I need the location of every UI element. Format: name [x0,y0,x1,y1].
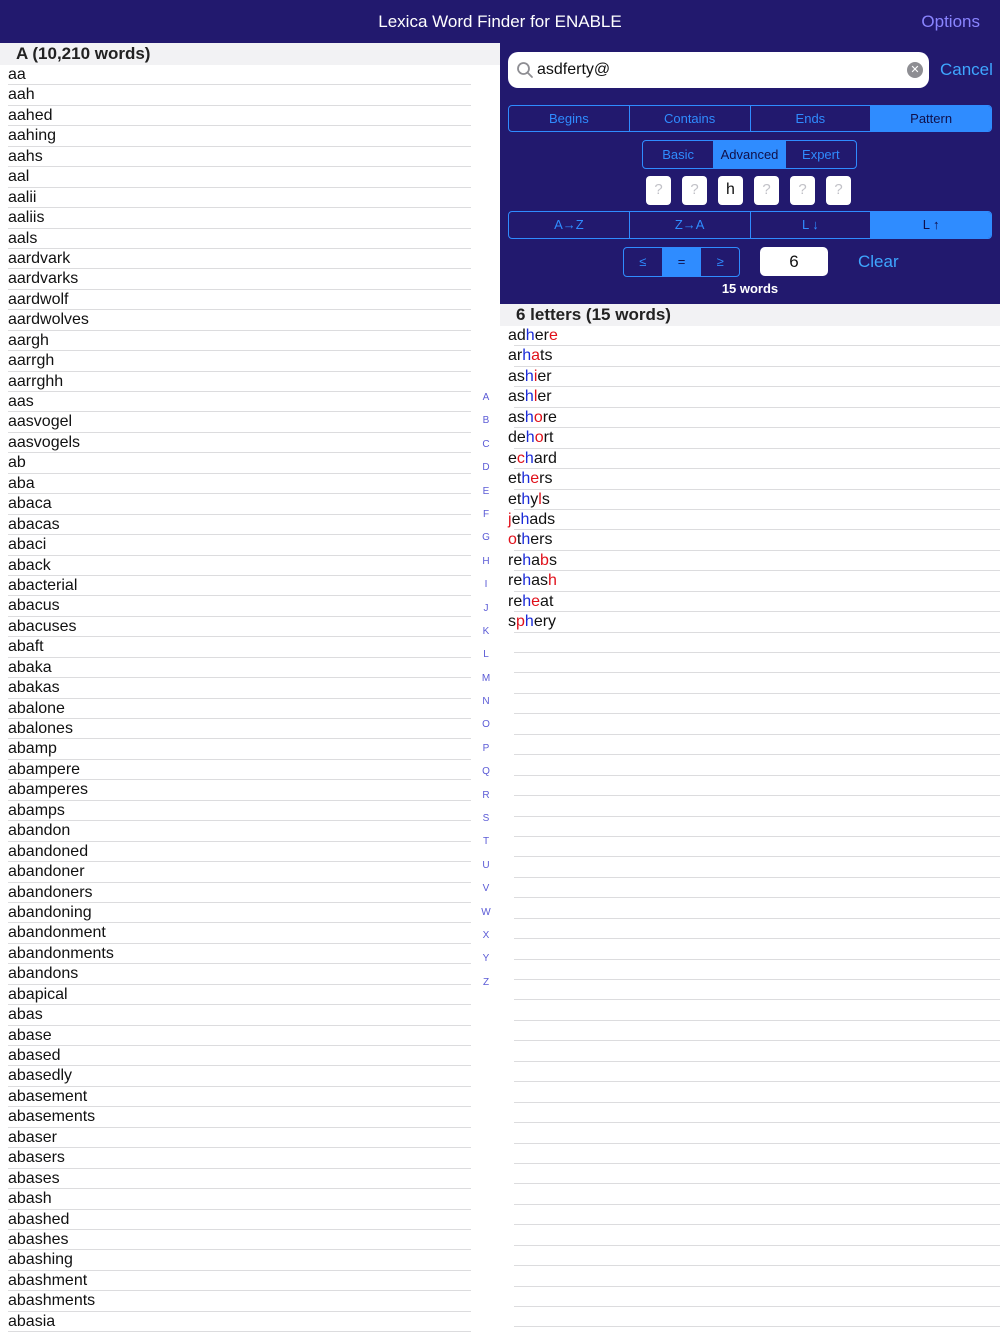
index-letter-z[interactable]: Z [482,976,490,988]
word-list-item[interactable]: abacuses [0,617,500,637]
result-item[interactable] [500,428,1000,448]
result-item[interactable] [500,571,1000,591]
result-letters: h [524,613,534,631]
index-letter-u[interactable]: U [482,859,490,871]
word-list-section-header: A (10,210 words) [0,43,500,65]
result-letters: re [508,592,523,610]
result-letters: et [508,490,522,508]
pattern-level-segment-1[interactable]: Basic [662,147,695,162]
word-list-item[interactable]: abacterial [0,576,500,596]
pattern-tile-4[interactable]: ? [754,176,779,205]
empty-result-row [500,796,1000,816]
result-letters: e [530,470,540,488]
word-list-item[interactable]: abacas [0,515,500,535]
word-list-item[interactable]: abashes [0,1230,500,1250]
word-list-item[interactable]: aaliis [0,208,500,228]
options-button[interactable]: Options [921,12,980,31]
empty-result-row [500,1225,1000,1245]
pattern-tile-2[interactable]: ? [682,176,707,205]
empty-result-row [500,1103,1000,1123]
empty-result-row [500,1164,1000,1184]
index-letter-x[interactable]: X [482,929,490,941]
results-pane[interactable] [500,304,1000,1334]
result-item[interactable] [500,551,1000,571]
result-letters: h [524,388,534,406]
result-letters: e [508,449,517,467]
empty-result-row [500,878,1000,898]
result-letters: i [533,367,538,385]
index-letter-w[interactable]: W [481,906,491,918]
word-list-item[interactable]: abacus [0,596,500,616]
result-letters: a [531,347,541,365]
index-letter-m[interactable]: M [481,672,491,684]
result-letters: ard [533,449,557,467]
result-letters: h [525,327,535,344]
empty-result-row [500,1041,1000,1061]
index-letter-p[interactable]: P [482,742,490,754]
empty-result-row [500,1000,1000,1020]
result-item[interactable] [500,510,1000,530]
result-letters: ery [533,613,557,631]
search-mode-segment-3[interactable]: Ends [750,106,871,131]
word-list-item[interactable]: aba [0,474,500,494]
result-item[interactable] [500,449,1000,469]
result-letters: as [531,572,549,590]
result-letters: ers [530,531,553,549]
length-compare-control [623,247,740,277]
result-letters: h [522,592,532,610]
index-letter-l[interactable]: L [483,649,489,661]
empty-result-row [500,776,1000,796]
search-input[interactable] [537,52,897,88]
result-letters: s [548,551,557,569]
word-list-item[interactable]: abandon [0,821,500,841]
result-item[interactable] [500,490,1000,510]
word-list-item[interactable]: abas [0,1005,500,1025]
length-compare-segment-3[interactable]: ≥ [700,248,739,276]
result-item[interactable] [500,530,1000,550]
result-item[interactable] [500,469,1000,489]
pattern-tiles [646,176,858,205]
empty-result-row [500,1307,1000,1327]
result-letters: p [516,613,525,631]
result-letters: ar [508,347,523,365]
empty-result-row [500,1184,1000,1204]
word-list-item[interactable]: abashments [0,1291,500,1311]
index-letter-s[interactable]: S [482,813,490,825]
word-list-item[interactable]: abasements [0,1107,500,1127]
word-list-pane[interactable] [0,43,500,1334]
index-letter-o[interactable]: O [482,719,490,731]
length-compare-segment-1[interactable]: ≤ [639,254,647,269]
result-letters: t [516,531,522,549]
pattern-level-segment-3[interactable]: Expert [785,141,856,168]
pattern-tile-6[interactable]: ? [826,176,851,205]
result-letters: re [542,408,557,426]
result-letters: y [530,490,539,508]
index-letter-j[interactable]: J [483,602,489,614]
word-list-item[interactable]: abamp [0,739,500,759]
word-list-item[interactable]: abaca [0,494,500,514]
word-list-item[interactable]: aasvogels [0,433,500,453]
index-letter-t[interactable]: T [482,836,490,848]
index-letter-g[interactable]: G [482,532,490,544]
index-letter-f[interactable]: F [482,508,490,520]
empty-result-row [500,1246,1000,1266]
word-list-item[interactable]: abamperes [0,780,500,800]
word-list-item[interactable]: aarrgh [0,351,500,371]
word-list-item[interactable]: abasia [0,1312,500,1332]
word-list-item[interactable]: abashed [0,1210,500,1230]
result-letters: h [548,572,557,590]
index-letter-d[interactable]: D [482,462,490,474]
word-list-item[interactable]: abash [0,1189,500,1209]
word-list-item[interactable]: abandoners [0,883,500,903]
word-list-item[interactable]: ab [0,453,500,473]
result-letters: re [508,551,523,569]
empty-result-row [500,898,1000,918]
search-box[interactable] [508,52,929,88]
clear-search-icon[interactable]: ✕ [907,62,923,78]
empty-result-row [500,735,1000,755]
result-item[interactable] [500,387,1000,407]
word-list-item[interactable]: abasedly [0,1066,500,1086]
index-letter-q[interactable]: Q [482,766,490,778]
pattern-level-segment-2[interactable]: Advanced [713,141,784,168]
word-list-item[interactable]: abased [0,1046,500,1066]
result-letters: ts [540,347,553,365]
index-letter-h[interactable]: H [482,555,490,567]
word-list-item[interactable]: abaka [0,658,500,678]
sort-order-segment-2[interactable]: Z→A [629,212,750,238]
result-letters: h [521,490,531,508]
result-letters: e [531,592,541,610]
pattern-tile-1[interactable]: ? [646,176,671,205]
result-letters: h [522,347,532,365]
empty-result-row [500,1287,1000,1307]
result-item[interactable] [500,367,1000,387]
word-list-item[interactable]: aahs [0,147,500,167]
word-list-item[interactable]: aasvogel [0,412,500,432]
word-list-item[interactable]: aah [0,85,500,105]
search-mode-segment-2[interactable]: Contains [629,106,750,131]
word-list-item[interactable]: abandoned [0,842,500,862]
cancel-button[interactable]: Cancel [940,60,993,79]
search-mode-segment-4[interactable]: Pattern [870,106,991,131]
search-panel [500,43,1000,304]
empty-result-row [500,755,1000,775]
word-list-item[interactable]: abandoner [0,862,500,882]
empty-result-row [500,837,1000,857]
result-letters: h [525,429,535,447]
index-letter-y[interactable]: Y [482,953,490,965]
word-list-item[interactable]: abasement [0,1087,500,1107]
sort-order-segment-1[interactable]: A→Z [554,217,584,232]
word-list-item[interactable]: abandonments [0,944,500,964]
result-letters: b [540,551,549,569]
word-list-item[interactable]: abaci [0,535,500,555]
empty-result-row [500,1144,1000,1164]
result-item[interactable] [500,326,1000,346]
result-letters: s [508,613,516,631]
result-list[interactable] [500,326,1000,1327]
sort-order-segment-4[interactable]: L ↑ [870,212,991,238]
word-list-item[interactable]: abase [0,1026,500,1046]
result-letters: e [511,510,521,528]
search-mode-control [508,105,992,132]
word-list-item[interactable]: abamps [0,801,500,821]
result-letters: h [521,531,531,549]
word-list-item[interactable]: aas [0,392,500,412]
navigation-bar [0,0,1000,43]
empty-result-row [500,1062,1000,1082]
empty-result-row [500,817,1000,837]
word-list-item[interactable]: abapical [0,985,500,1005]
result-letters: l [533,388,538,406]
index-letter-k[interactable]: K [482,625,490,637]
word-list-item[interactable]: abalone [0,699,500,719]
sort-order-segment-3[interactable]: L ↓ [750,212,871,238]
result-letters: ads [529,510,556,528]
result-letters: h [524,449,534,467]
index-letter-r[interactable]: R [482,789,490,801]
result-letters: rt [543,429,554,447]
result-item[interactable] [500,346,1000,366]
index-letter-i[interactable]: I [484,579,488,591]
index-letter-c[interactable]: C [482,438,490,450]
result-letters: as [508,388,525,406]
result-item[interactable] [500,612,1000,632]
length-field[interactable]: 6 [760,247,828,276]
result-letters: a [531,551,541,569]
index-letter-b[interactable]: B [482,415,490,427]
result-letters: o [533,408,543,426]
index-letter-e[interactable]: E [482,485,490,497]
word-list-item[interactable]: aa [0,65,500,85]
result-item[interactable] [500,592,1000,612]
clear-button[interactable]: Clear [858,252,899,271]
word-count-label: 15 words [721,281,779,296]
result-letters: h [524,367,534,385]
result-letters: er [537,388,552,406]
word-list-item[interactable]: abandoning [0,903,500,923]
empty-result-row [500,694,1000,714]
result-letters: s [541,490,550,508]
result-letters: rs [539,470,553,488]
word-list-item[interactable]: abaft [0,637,500,657]
pattern-tile-3[interactable]: h [718,176,743,205]
result-letters: et [508,470,522,488]
result-letters: as [508,408,525,426]
empty-result-row [500,1205,1000,1225]
word-list-item[interactable]: abaser [0,1128,500,1148]
result-letters: c [516,449,525,467]
result-letters: h [522,551,532,569]
search-mode-segment-1[interactable]: Begins [549,111,589,126]
result-item[interactable] [500,408,1000,428]
word-list-item[interactable]: aahing [0,126,500,146]
empty-result-row [500,857,1000,877]
app-title: Lexica Word Finder for ENABLE [378,12,622,31]
word-list-item[interactable]: aardwolf [0,290,500,310]
word-list-item[interactable]: abakas [0,678,500,698]
empty-result-row [500,1021,1000,1041]
empty-result-row [500,980,1000,1000]
result-letters: re [508,572,523,590]
word-list-item[interactable]: abashment [0,1271,500,1291]
empty-result-row [500,960,1000,980]
word-list-item[interactable]: abandonment [0,923,500,943]
word-list-item[interactable]: aals [0,229,500,249]
result-letters: j [508,510,512,528]
word-list-item[interactable]: aargh [0,331,500,351]
empty-result-row [500,714,1000,734]
empty-result-row [500,919,1000,939]
empty-result-row [500,1266,1000,1286]
word-list-item[interactable]: aalii [0,188,500,208]
pattern-level-control [642,140,857,169]
result-letters: h [521,470,531,488]
word-list-item[interactable]: aardwolves [0,310,500,330]
result-letters: l [538,490,542,508]
word-list-item[interactable]: aahed [0,106,500,126]
empty-result-row [500,653,1000,673]
word-list-item[interactable]: abandons [0,964,500,984]
index-letter-v[interactable]: V [482,883,490,895]
search-icon [516,61,534,79]
word-list-item[interactable]: aardvark [0,249,500,269]
result-letters: o [534,429,544,447]
word-list-item[interactable]: aarrghh [0,372,500,392]
result-letters: e [548,327,558,344]
empty-result-row [500,673,1000,693]
result-letters: de [508,429,526,447]
result-letters: er [537,367,552,385]
word-list[interactable] [0,65,500,1332]
result-letters: h [520,510,530,528]
word-list-item[interactable]: aardvarks [0,269,500,289]
index-letter-a[interactable]: A [482,392,490,403]
word-list-item[interactable]: abampere [0,760,500,780]
result-letters: er [534,327,549,344]
result-letters: at [540,592,554,610]
result-letters: h [524,408,534,426]
empty-result-row [500,939,1000,959]
sort-order-control [508,211,992,239]
word-list-item[interactable]: abasers [0,1148,500,1168]
alphabet-index[interactable] [474,386,498,994]
word-list-item[interactable]: abases [0,1169,500,1189]
word-list-item[interactable]: abalones [0,719,500,739]
result-letters: h [522,572,532,590]
index-letter-n[interactable]: N [482,696,490,708]
result-letters: o [508,531,517,549]
length-compare-segment-2[interactable]: = [662,248,701,276]
results-section-header: 6 letters (15 words) [500,304,1000,326]
result-letters: as [508,367,525,385]
word-list-item[interactable]: abashing [0,1250,500,1270]
empty-result-row [500,633,1000,653]
pattern-tile-5[interactable]: ? [790,176,815,205]
empty-result-row [500,1082,1000,1102]
empty-result-row [500,1123,1000,1143]
word-list-item[interactable]: aback [0,556,500,576]
word-list-item[interactable]: aal [0,167,500,187]
result-letters: ad [508,327,526,344]
